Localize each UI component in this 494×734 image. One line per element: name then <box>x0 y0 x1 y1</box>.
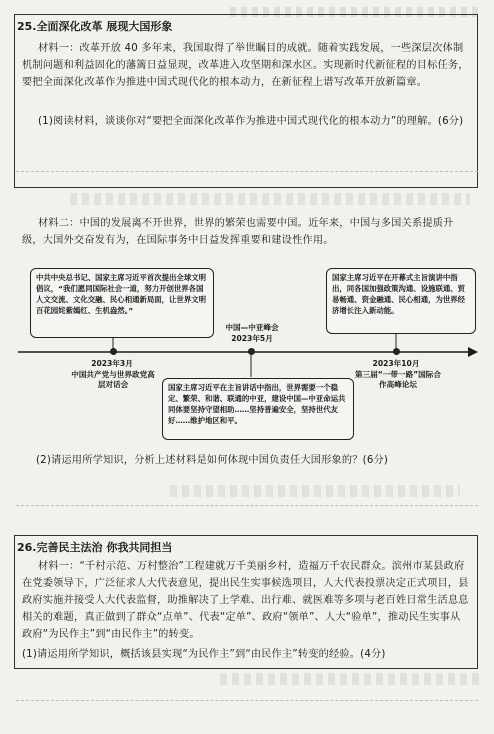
q25-question1: (1)阅读材料，谈谈你对“要把全面深化改革作为推进中国式现代化的根本动力”的理解。(6分) <box>38 116 464 127</box>
timeline-box-belt-and-road: 国家主席习近平在开幕式主旨演讲中指出，同各国加强政策沟通、设施联通、贸易畅通、资金融通、民心相通，为世界经济增长注入新动能。 <box>326 268 476 334</box>
timeline-label-3-date: 2023年10月 <box>372 359 420 368</box>
timeline-label-2-event: 中国—中亚峰会 <box>225 323 279 332</box>
q25-material1: 材料一：改革开放 40 多年来，我国取得了举世瞩目的成就。随着实践发展，一些深层次体制机制问题和利益固化的藩篱日益显现，改革进入攻坚期和深水区。实现新时代新征程的目标任务，要把全面深化改革作为推进中国式现代化的根本动力，在新征程上谱写改革开放新篇章。 <box>22 43 469 88</box>
q26-question1: (1)请运用所学知识，概括该县实现“为民作主”到“由民作主”转变的经验。(4分) <box>22 649 386 660</box>
timeline-label-2-date: 2023年5月 <box>231 334 273 343</box>
timeline-label-1-date: 2023年3月 <box>91 359 133 368</box>
answer-area-1 <box>16 171 478 172</box>
timeline-label-3-event: 第三届“一带一路”国际合作高峰论坛 <box>355 370 441 389</box>
q25-header: 25.全面深化改革 展现大国形象 <box>17 20 173 33</box>
q26-material1: 材料一：“千村示范、万村整治”工程建就万千美丽乡村，造福万千农民群众。滨州市某县政府在党委领导下，广泛征求人大代表意见，提出民生实事候选项目，人大代表投票决定正式项目，县政府实施并接受人大代表监督，助推解决了上学难、出行难、就医难等多项与老百姓日常生活息息相关的难题，真正做到了群众“点单”、代表“定单”、政府“领单”、人大“验单”，推动民生实事从政府“为民作主”到“由民作主”的转变。 <box>22 561 469 640</box>
timeline-box-global-civilization: 中共中央总书记、国家主席习近平首次提出全球文明倡议，“我们愿同国际社会一道，努力开创世界各国人文交流、文化交融、民心相通新局面，让世界文明百花园姹紫嫣红、生机盎然。” <box>30 268 214 338</box>
answer-area-3 <box>16 700 478 701</box>
timeline-label-1-event: 中国共产党与世界政党高层对话会 <box>71 370 155 389</box>
answer-area-2 <box>16 505 478 506</box>
timeline-box-china-central-asia: 国家主席习近平在主旨讲话中指出，世界需要一个稳定、繁荣、和谐、联通的中亚，建设中国—中亚命运共同体要坚持守望相助……坚持普遍安全，坚持世代友好……维护地区和平。 <box>162 378 354 440</box>
q25-material2: 材料二：中国的发展离不开世界，世界的繁荣也需要中国。近年来，中国与多国关系提质升级，大国外交奋发有为，在国际事务中日益发挥重要和建设性作用。 <box>22 218 454 246</box>
q26-header: 26.完善民主法治 你我共同担当 <box>17 541 173 554</box>
q25-question2: (2)请运用所学知识，分析上述材料是如何体现中国负责任大国形象的？(6分) <box>36 455 389 466</box>
